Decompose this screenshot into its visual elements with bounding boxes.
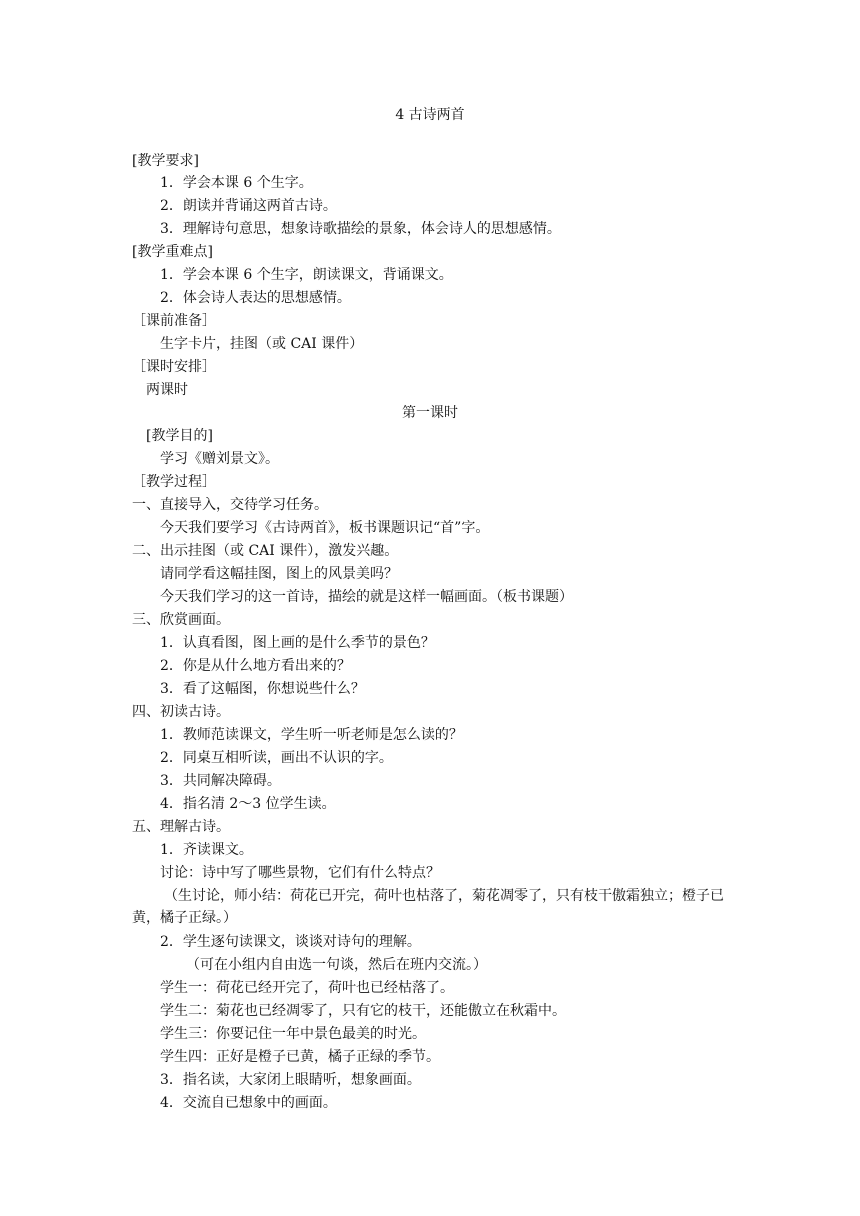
- process-step-4-item-2: 2．同桌互相听读，画出不认识的字。: [160, 750, 393, 766]
- process-step-1-heading: 一、直接导入，交待学习任务。: [132, 497, 328, 513]
- process-step-5-item-4: 4．交流自已想象中的画面。: [160, 1095, 337, 1111]
- process-step-3-item-2: 2．你是从什么地方看出来的？: [160, 658, 351, 674]
- lesson-heading-first-class: 第一课时: [402, 405, 458, 421]
- section-heading-teaching-requirements: [教学要求]: [132, 153, 199, 169]
- section-heading-class-hours: ［课时安排］: [132, 359, 216, 375]
- process-step-2-text-2: 今天我们学习的这一首诗，描绘的就是这样一幅画面。（板书课题）: [160, 589, 573, 605]
- group-exchange-note: （可在小组内自由选一句谈，然后在班内交流。）: [186, 957, 487, 973]
- process-step-5-item-3: 3．指名读，大家闭上眼睛听，想象画面。: [160, 1072, 421, 1088]
- student-answer-3: 学生三：你要记住一年中景色最美的时光。: [160, 1026, 426, 1042]
- student-answer-4: 学生四：正好是橙子已黄，橘子正绿的季节。: [160, 1049, 440, 1065]
- process-step-5-heading: 五、理解古诗。: [132, 819, 230, 835]
- section-heading-preparation: ［课前准备］: [132, 313, 216, 329]
- discussion-question: 讨论：诗中写了哪些景物，它们有什么特点？: [160, 865, 440, 881]
- process-step-4-heading: 四、初读古诗。: [132, 704, 230, 720]
- key-point-item-1: 1．学会本课 6 个生字，朗读课文，背诵课文。: [160, 267, 453, 283]
- process-step-4-item-4: 4．指名清 2～3 位学生读。: [160, 796, 336, 812]
- section-heading-teaching-process: ［教学过程］: [132, 474, 216, 490]
- process-step-3-heading: 三、欣赏画面。: [132, 612, 230, 628]
- preparation-text: 生字卡片，挂图（或 CAI 课件）: [160, 336, 364, 352]
- discussion-summary: （生讨论，师小结：荷花已开完，荷叶也枯落了，菊花凋零了，只有枝干傲霜独立；橙子已黄，橘子正绿。）: [132, 888, 724, 926]
- requirement-item-3: 3．理解诗句意思，想象诗歌描绘的景象，体会诗人的思想感情。: [160, 221, 561, 237]
- student-answer-2: 学生二：菊花也已经凋零了，只有它的枝干，还能傲立在秋霜中。: [160, 1003, 566, 1019]
- class-hours-text: 两课时: [146, 382, 188, 398]
- student-answer-1: 学生一：荷花已经开完了，荷叶也已经枯落了。: [160, 980, 454, 996]
- process-step-3-item-1: 1．认真看图，图上画的是什么季节的景色？: [160, 635, 435, 651]
- document-title: 4 古诗两首: [395, 107, 465, 123]
- requirement-item-1: 1．学会本课 6 个生字。: [160, 175, 313, 191]
- process-step-4-item-3: 3．共同解决障碍。: [160, 773, 281, 789]
- requirement-item-2: 2．朗读并背诵这两首古诗。: [160, 198, 337, 214]
- process-step-4-item-1: 1．教师范读课文，学生听一听老师是怎么读的？: [160, 727, 463, 743]
- section-heading-key-points: [教学重难点]: [132, 244, 213, 260]
- teaching-purpose-text: 学习《赠刘景文》。: [160, 451, 279, 467]
- process-step-2-text-1: 请同学看这幅挂图，图上的风景美吗？: [160, 566, 398, 582]
- key-point-item-2: 2．体会诗人表达的思想感情。: [160, 290, 351, 306]
- process-step-1-text: 今天我们要学习《古诗两首》，板书课题识记“首”字。: [160, 520, 490, 536]
- process-step-2-heading: 二、出示挂图（或 CAI 课件），激发兴趣。: [132, 543, 399, 559]
- section-heading-teaching-purpose: [教学目的]: [146, 428, 213, 444]
- process-step-3-item-3: 3．看了这幅图，你想说些什么？: [160, 681, 365, 697]
- process-step-5-item-1: 1．齐读课文。: [160, 842, 253, 858]
- process-step-5-item-2: 2．学生逐句读课文，谈谈对诗句的理解。: [160, 934, 421, 950]
